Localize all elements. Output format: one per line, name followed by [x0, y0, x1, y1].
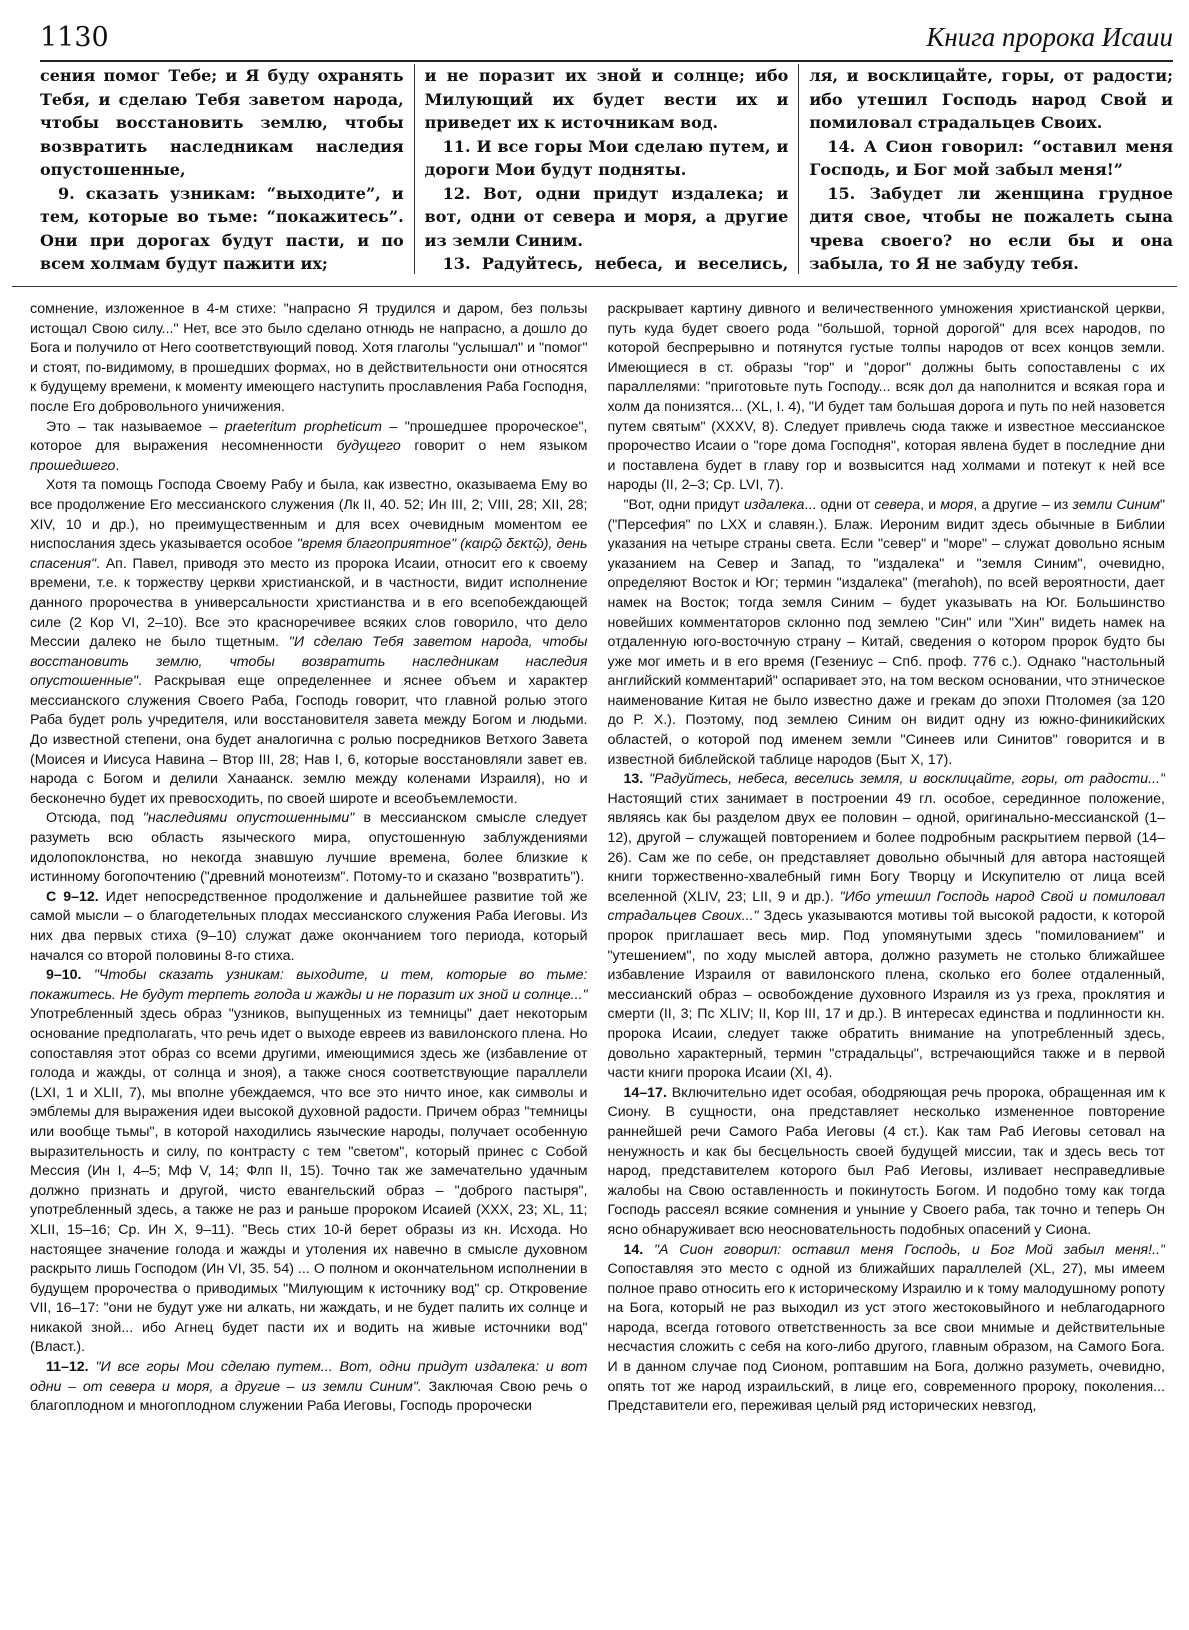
commentary-paragraph: Хотя та помощь Господа Своему Рабу и была, как известно, оказываема Ему во все продолжение Его мессианского служения (Лк II, 40. 52; Ин III, 2; VIII, 28; XII, 28; XIV, 10 и др.), но преимущественным и для всех очевидным моментом ее ниспослания здесь указывается особое "время благоприятное" (καιρῷ δεκτῷ), день спасения". Ап. Павел, приводя это место из пророка Исаии, относит его к своему времени, т.е. к торжеству церкви христианской, и в частности, видит исполнение данного пророчества в универсальности христианства и в его всепобеждающей силе (2 Кор VI, 2–10). Все это красноречивее всяких слов говорило, что дело Мессии далеко не было тщетным. "И сделаю Тебя заветом народа, чтобы восстановить землю, чтобы возвратить наследникам наследия опустошенные". Раскрывая еще определеннее и яснее объем и характер мессианского служения Своего Раба, Господь говорит, что главной ролью этого Раба будет роль учредителя, или восстановителя завета между Богом и людьми. До известной степени, она будет аналогична с ролью посредников Ветхого Завета (Моисея и Иисуса Навина – Втор III, 28; Нав I, 6, которые восстановляли завет ев. народа с Богом и делили Ханаанск. землю между коленами Израиля), но и бесконечно будет их превосходить, по своей широте и всеобъемлемости. — [30, 477, 588, 807]
commentary-paragraph: 13. "Радуйтесь, небеса, веселись земля, и восклицайте, горы, от радости..." Настоящий стих занимает в построении 49 гл. особое, серединное положение, являясь как бы разделом двух ее половин – одной, оригинально-мессианской (1–12), другой – служащей повторением и более подробным раскрытием первой (14–26). Сам же по себе, он представляет довольно обычный для автора настоящей книги торжественно-хвалебный гимн Богу Творцу и Искупителю от лица всей вселенной (XLIV, 23; LII, 9 и др.). "Ибо утешил Господь народ Свой и помиловал страдальцев Своих..." Здесь указываются мотивы той высокой радости, к которой пророк приглашает весь мир. Под упомянутыми здесь "помилованием" и "утешением", по ходу мыслей автора, должно разуметь не столько ближайшее избавление Израиля от вавилонского плена, сколько его более отдаленный, мессианский образ – освобождение духовного Израиля из уз греха, проклятия и смерти (II, 3; Пс XLIV; II, Кор III, 17 и др.). В интересах единства и подлинности кн. пророка Исаии, следует также обратить внимание на употребленный здесь, довольно характерный, термин "страдальцы", встречающийся также и в первой части книги пророка Исаии (XI, 4). — [607, 771, 1165, 1082]
verse-ref: 9–10. — [46, 967, 82, 984]
verse-ref: 11–12. — [46, 1359, 89, 1376]
commentary-block — [30, 300, 1165, 1622]
page-header — [40, 16, 1173, 62]
bible-verse-12: 12. Вот, одни придут издалека; и вот, одни от севера и моря, а другие из земли Синим. — [424, 183, 789, 250]
commentary-paragraph: 11–12. "И все горы Мои сделаю путем... Вот, одни придут издалека: и вот одни – от севера и моря, а другие – из земли Синим". Заключая Свою речь о благоплодном и многоплодном служении Раба Иеговы, Господь пророчески — [30, 1359, 588, 1415]
commentary-paragraph: 9–10. "Чтобы сказать узникам: выходите, и тем, которые во тьме: покажитесь. Не будут терпеть голода и жажды и не поразит их зной и солнце..." Употребленный здесь образ "узников, выпущенных из темницы" дает некоторым основание предполагать, что речь идет о выходе евреев из вавилонского плена. Но сопоставляя этот образ со всеми другими, имеющимися здесь же (избавление от голода и жажды, от солнца и зноя), а также снося соответствующие параллели (LXI, 1 и XLII, 7), мы вполне убеждаемся, что все это ничто иное, как символы и эмблемы для выражения идеи высокой духовной радости. Причем образ "темницы или вообще тьмы", в которой находились языческие народы, получает особенную выразительность и силу, по контрасту с тем "светом", который принес с Собой Мессия (Ин I, 4–5; Мф V, 14; Флп II, 15). Точно так же замечательно удачным должно признать и другой, чисто евангельский образ – "доброго пастыря", употребленный здесь, а также не раз и раньше пророком Исаией (XXX, 23; XL, 11; XLII, 15–16; Ср. Ин X, 9–11). "Весь стих 10-й берет образы из кн. Исхода. Но настоящее значение голода и жажды и утоления их навечно в смысле духовном раскрыто лишь Господом (Ин VI, 35. 54) ... О полном и окончательном исполнении в будущем пророчества о приводимых "Милующим к источнику вод" ср. Откровение VII, 16–17: "они не будут уже ни алкать, ни жаждать, и не будет палить их солнце и никакой зной... ибо Агнец будет пасти их и водить на живые источники вод" (Власт.). — [30, 967, 588, 1356]
verse-ref: 14. — [623, 1241, 644, 1258]
bible-verse-9: 9. сказать узникам: “выходите”, и тем, которые во тьме: “покажитесь”. Они при дорогах будут пасти, и по всем холмам будут пажити их; — [40, 183, 404, 273]
bible-verse-text: сения помог Тебе; и Я буду охранять Тебя, и сделаю Тебя заветом народа, чтобы восстановить землю, чтобы возвратить наследникам наследия опустошенные, — [40, 66, 404, 179]
commentary-paragraph: Это – так называемое – praeteritum propheticum – "прошедшее пророческое", которое для выражения несомненности будущего говорит о нем языком прошедшего. — [30, 418, 588, 474]
verse-ref: С 9–12. — [46, 888, 99, 905]
section-divider — [12, 286, 1177, 287]
bible-column-1 — [40, 64, 414, 274]
commentary-paragraph: сомнение, изложенное в 4-м стихе: "напрасно Я трудился и даром, без пользы истощал Свою силу..." Нет, все это было сделано отнюдь не напрасно, а дошло до Бога и получило от Него соответствующий повод. Хотя глаголы "услышал" и "помог" и стоят, по-видимому, в прошедших формах, но в действительности они относятся к будущему времени, к моменту имеющего наступить прославления Раба Господня, после Его добровольного уничижения. — [30, 301, 588, 415]
bible-verse-text: ля, и восклицайте, горы, от радости; ибо утешил Господь народ Свой и помиловал страдальцев Своих. — [809, 66, 1174, 132]
bible-verse-11: 11. И все горы Мои сделаю путем, и дороги Мои будут подняты. — [424, 136, 789, 179]
commentary-paragraph: раскрывает картину дивного и величественного умножения христианской церкви, путь куда будет своего рода "большой, торной дорогой" для всех народов, по которой беспрерывно и потянутся густые толпы народов от всех концов земли. Имеющиеся в ст. образы "гор" и "дорог" должны быть сопоставлены с их параллелями: "приготовьте путь Господу... всяк дол да наполнится и всякая гора и холм да понизятся... (XL, I. 4), "И будет там большая дорога и путь по ней назовется путем святым" (XXXV, 8). Следует привлечь сюда также и известное мессианское пророчество Исаии о "горе дома Господня", которая явлена будет в последние дни и поставлена будет в главу гор и возвысится над холмами и потекут к ней все народы (II, 2–3; Ср. LVI, 7). — [607, 301, 1165, 494]
verse-ref: 13. — [623, 771, 644, 788]
bible-verse-14: 14. А Сион говорил: “оставил меня Господь, и Бог мой забыл меня!” — [809, 136, 1174, 179]
commentary-paragraph: 14. "А Сион говорил: оставил меня Господь, и Бог Мой забыл меня!.." Сопоставляя это место с одной из ближайших параллелей (XL, 27), мы имеем полное право относить его к историческому Израилю и к тому малодушному ропоту на Бога, который не раз выходил из уст этого жестоковыйного и неблагодарного народа, всегда готового ответственность за все свои мнимые и действительные несчастия сложить с себя на кого-либо другого, главным образом, на Самого Бога. И в данном случае под Сионом, роптавшим на Бога, должно разуметь, очевидно, опять тот же народ израильский, в лице его, современного пророку, поколения... Представители его, переживая целый ряд исторических невзгод, — [607, 1241, 1165, 1415]
commentary-paragraph: 14–17. Включительно идет особая, ободряющая речь пророка, обращенная им к Сиону. В сущности, она представляет несколько измененное повторение раннейшей речи Самого Раба Иеговы (4 ст.). Как там Раб Иеговы сетовал на ненужность и как бы бесцельность своей будущей миссии, так и здесь весь тот народ, представителем которого был Раб Иеговы, изливает несправедливые жалобы на Свою оставленность и покинутость Богом. И подобно тому как тогда Господь рассеял всякие сомнения и уныние у Своего раба, так точно и теперь Он ясно обнаруживает всю неосновательность подобных опасений у Сиона. — [607, 1084, 1165, 1238]
bible-column-2 — [414, 64, 799, 274]
bible-text-block — [40, 64, 1173, 274]
page-number: 1130 — [40, 22, 109, 53]
bible-verse-text: и не поразит их зной и солнце; ибо Милующий их будет вести их и приведет их к источникам вод. — [424, 66, 789, 132]
bible-column-3 — [798, 64, 1173, 274]
commentary-paragraph: Отсюда, под "наследиями опустошенными" в мессианском смысле следует разуметь всю область языческого мира, опустошенную заблуждениями идолопоклонства, но некогда знавшую лучшие времена, более близкие к истинному богопочтению ("древний монотеизм". Потому-то и сказано "возвратить"). — [30, 810, 588, 886]
commentary-column-left — [30, 300, 588, 1622]
bible-verse-15: 15. Забудет ли женщина грудное дитя свое, чтобы не пожалеть сына чрева своего? но если бы и она забыла, то Я не забуду тебя. — [809, 183, 1174, 273]
running-title: Книга пророка Исаии — [926, 22, 1173, 52]
commentary-paragraph: "Вот, одни придут издалека... одни от севера, и моря, а другие – из земли Синим" ("Персефия" по LXX и славян.). Блаж. Иероним видит здесь обычные в Библии указания на четыре страны света. Если "север" и "море" – служат довольно ясным указанием на Север и Запад, то "издалека" и "земля Синим", очевидно, определяют Восток и Юг; термин "издалека" (merahoh), по всей вероятности, дает намек на Восток; тогда земля Синим – будет указывать на Юг. Большинство новейших комментаторов склонно под землею "Син" или "Хин" видеть намек на отдаленную юго-восточную страну – Китай, сведения о котором пророк будто бы уже мог иметь и в его время (Гезениус – Спб. проф. 776 с.). Однако "настольный английский комментарий" оспаривает это, на том веском основании, что этническое наименование Китая не было известно даже и грекам до эпохи Птоломея (за 120 до Р. Х.). Поэтому, под землею Синим он видит одну из южно-финикийских областей, о которой под именем земли "Синеев или Синитов" говорится и в известной библейской таблице народов (Быт X, 17). — [607, 496, 1165, 768]
verse-ref: 14–17. — [623, 1084, 667, 1101]
commentary-column-right — [608, 300, 1166, 1622]
bible-verse-13: 13. Радуйтесь, небеса, и веселись, — [442, 254, 789, 273]
commentary-paragraph: С 9–12. Идет непосредственное продолжение и дальнейшее развитие той же самой мысли – о благодетельных плодах мессианского служения Раба Иеговы. Из них два первых стиха (9–10) служат даже окончанием того периода, который начался со второй половины 8-го стиха. — [30, 888, 588, 964]
